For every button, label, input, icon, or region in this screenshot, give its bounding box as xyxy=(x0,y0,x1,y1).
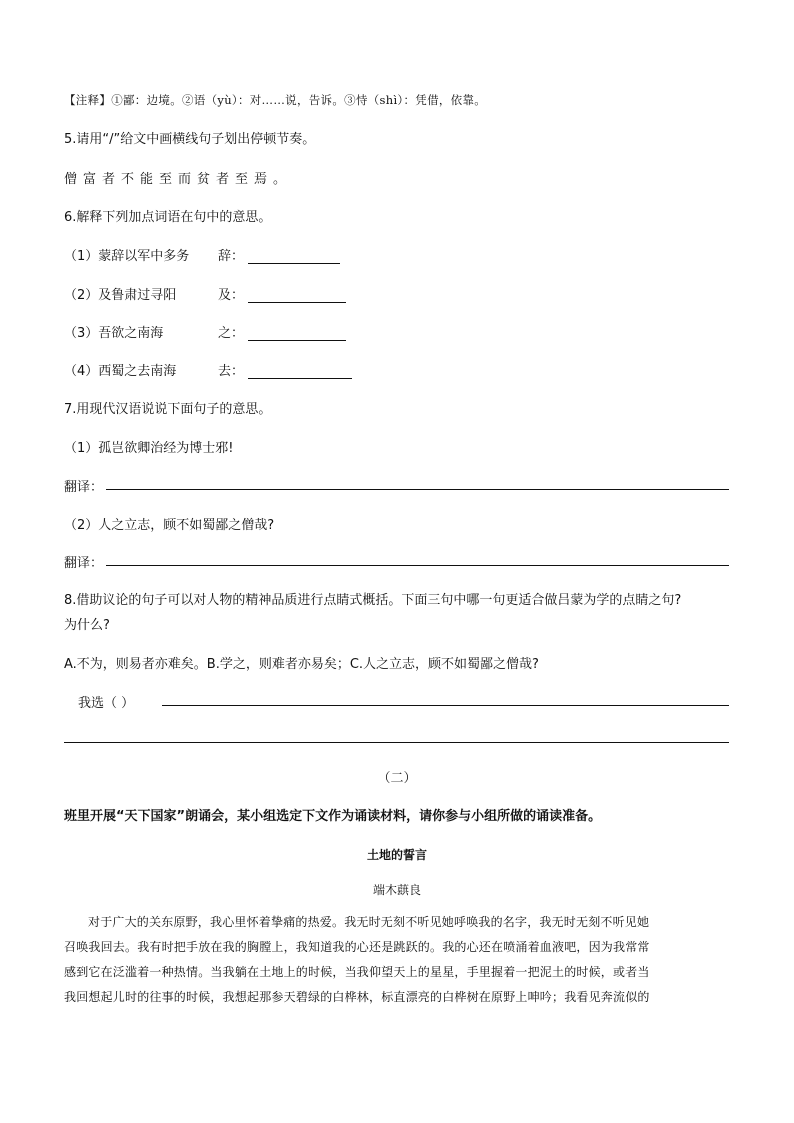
answer-blank[interactable] xyxy=(248,288,346,303)
section-intro: 班里开展“天下国家”朗诵会，某小组选定下文作为诵读材料，请你参与小组所做的诵读准备。 xyxy=(64,809,602,824)
annotation-note: 【注释】①鄙：边境。②语（yù）：对……说，告诉。③恃（shì）：凭借，依靠。 xyxy=(64,93,487,107)
q6-item-3 xyxy=(64,322,163,341)
q7-translate-label-1: 翻译： xyxy=(64,480,104,495)
q8-prompt-line2: 为什么? xyxy=(64,618,110,633)
q6-prompt: 6.解释下列加点词语在句中的意思。 xyxy=(64,210,272,225)
q6-item-2-answer xyxy=(218,284,346,303)
answer-blank[interactable] xyxy=(248,249,340,264)
q6-item-4-answer xyxy=(218,360,352,379)
paragraph-line: 召唤我回去。我有时把手放在我的胸膛上，我知道我的心还是跳跃的。我的心还在喷涌着血液吧，因为我常常 xyxy=(64,940,650,954)
answer-blank[interactable] xyxy=(248,364,352,379)
answer-blank[interactable] xyxy=(248,326,346,341)
q6-item-1 xyxy=(64,245,189,264)
answer-line[interactable] xyxy=(106,489,729,490)
q6-item-word: 之： xyxy=(218,326,245,341)
q6-item-phrase: （1）蒙辞以军中多务 xyxy=(64,249,190,264)
q6-item-2 xyxy=(64,284,176,303)
paragraph-line: 感到它在泛滥着一种热情。当我躺在土地上的时候，当我仰望天上的星星，手里握着一把泥土的时候，或者当 xyxy=(64,965,650,979)
q6-item-word: 辞： xyxy=(218,249,245,264)
q5-prompt: 5.请用“/”给文中画横线句子划出停顿节奏。 xyxy=(64,132,316,147)
q7-item-2: （2）人之立志，顾不如蜀鄙之僧哉? xyxy=(64,518,275,533)
section-heading: （二） xyxy=(377,771,417,786)
q8-options: A.不为，则易者亦难矣。B.学之，则难者亦易矣；C.人之立志，顾不如蜀鄙之僧哉? xyxy=(64,657,539,672)
article-author: 端木蕻良 xyxy=(372,883,421,897)
q6-item-1-answer xyxy=(218,245,340,264)
q5-sentence: 僧富者不能至而贫者至焉。 xyxy=(64,172,293,187)
paragraph-line: 对于广大的关东原野，我心里怀着挚痛的热爱。我无时无刻不听见她呼唤我的名字，我无时无刻不听见她 xyxy=(88,915,650,929)
q8-choose-label: 我选（ ） xyxy=(78,696,135,711)
answer-line[interactable] xyxy=(162,705,729,706)
article-paragraph xyxy=(64,910,730,1010)
q7-prompt: 7.用现代汉语说说下面句子的意思。 xyxy=(64,402,272,417)
q6-item-word: 及： xyxy=(218,288,245,303)
q6-item-phrase: （4）西蜀之去南海 xyxy=(64,364,177,379)
q6-item-word: 去： xyxy=(218,364,245,379)
q6-item-4 xyxy=(64,360,176,379)
q7-item-1: （1）孤岂欲卿治经为博士邪! xyxy=(64,441,234,456)
paragraph-line: 我回想起儿时的往事的时候，我想起那参天碧绿的白桦林，标直漂亮的白桦树在原野上呻吟；我看见奔流似的 xyxy=(64,990,650,1004)
q6-item-phrase: （3）吾欲之南海 xyxy=(64,326,164,341)
article-title: 土地的誓言 xyxy=(366,848,427,862)
q6-item-3-answer xyxy=(218,322,346,341)
answer-line[interactable] xyxy=(64,742,729,743)
q8-prompt-line1: 8.借助议论的句子可以对人物的精神品质进行点睛式概括。下面三句中哪一句更适合做吕蒙为学的点睛之句? xyxy=(64,593,682,608)
answer-line[interactable] xyxy=(106,565,729,566)
q7-translate-label-2: 翻译： xyxy=(64,556,104,571)
q6-item-phrase: （2）及鲁肃过寻阳 xyxy=(64,288,177,303)
